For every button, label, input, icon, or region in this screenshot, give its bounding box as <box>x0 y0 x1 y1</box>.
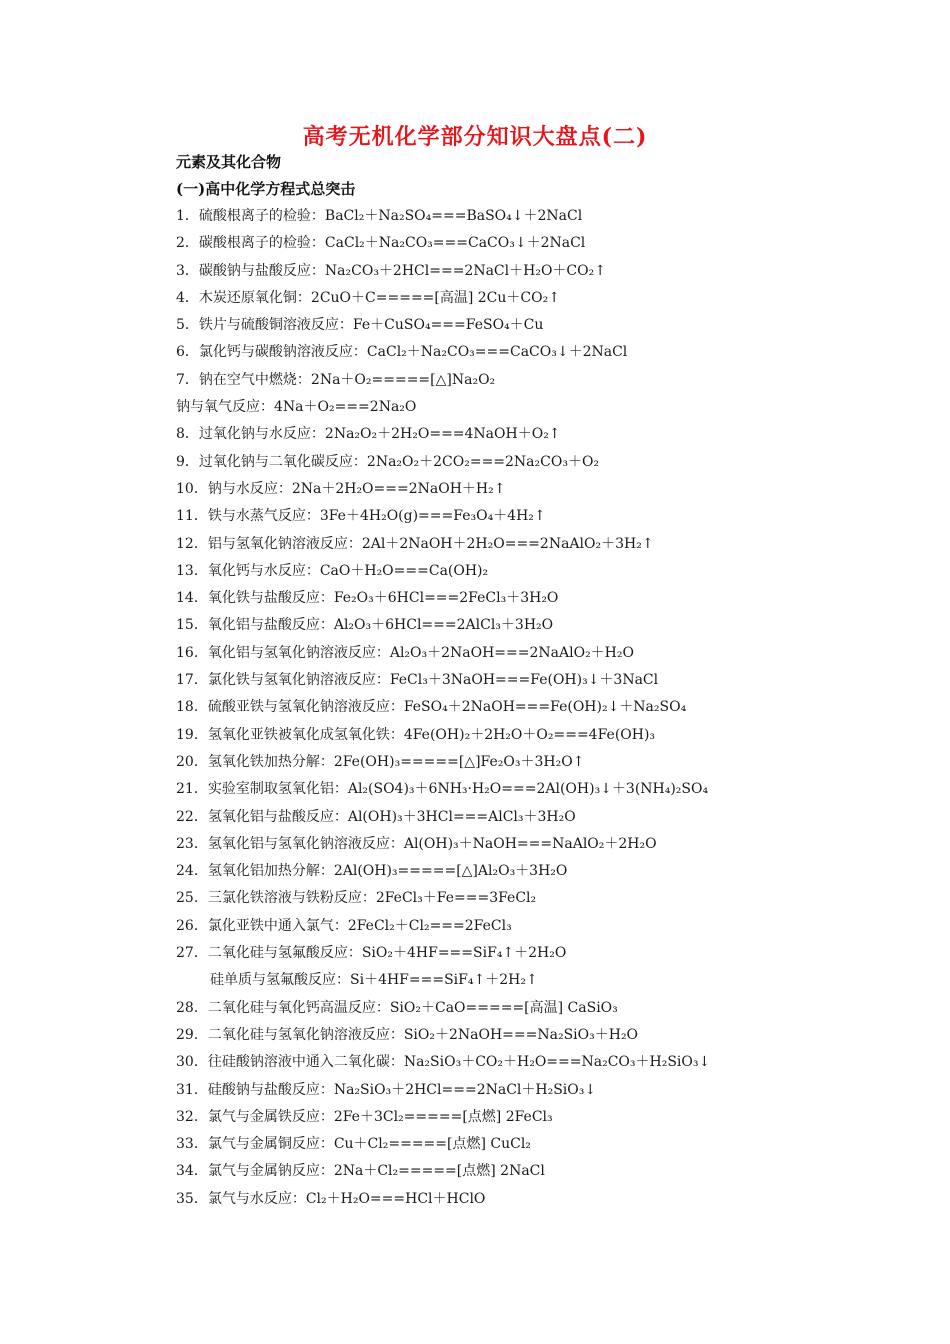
equation-list <box>176 203 916 1213</box>
equation-line <box>176 258 916 285</box>
equation-line <box>176 722 916 749</box>
equation-text: 氧化铝与盐酸反应：Al₂O₃＋6HCl===2AlCl₃＋3H₂O <box>207 617 554 634</box>
equation-line <box>176 1049 916 1076</box>
equation-text: 木炭还原氧化铜：2CuO＋C=====[高温] 2Cu＋CO₂↑ <box>198 289 560 306</box>
equation-text: 氧化铝与氢氧化钠溶液反应：Al₂O₃＋2NaOH===2NaAlO₂＋H₂O <box>207 644 634 661</box>
equation-line <box>176 285 916 312</box>
equation-number: 30． <box>176 1054 208 1071</box>
equation-text: 二氧化硅与氢氟酸反应：SiO₂＋4HF===SiF₄↑＋2H₂O <box>207 945 567 962</box>
equation-text: 氢氧化铝与氢氧化钠溶液反应：Al(OH)₃＋NaOH===NaAlO₂＋2H₂O <box>207 835 657 852</box>
equation-number: 22． <box>176 808 208 825</box>
equation-text: 往硅酸钠溶液中通入二氧化碳：Na₂SiO₃＋CO₂＋H₂O===Na₂CO₃＋H₂SiO₃↓ <box>207 1054 711 1071</box>
equation-text: 硫酸根离子的检验：BaCl₂＋Na₂SO₄===BaSO₄↓＋2NaCl <box>198 208 583 224</box>
equation-number: 2． <box>176 235 199 252</box>
equation-text: 氢氧化铝与盐酸反应：Al(OH)₃＋3HCl===AlCl₃＋3H₂O <box>207 808 576 825</box>
equation-line <box>176 531 916 558</box>
equation-number: 18． <box>176 699 208 716</box>
equation-line <box>176 203 916 230</box>
equation-text: 氢氧化亚铁被氧化成氢氧化铁：4Fe(OH)₂＋2H₂O＋O₂===4Fe(OH)₃ <box>207 726 656 743</box>
equation-number: 6． <box>176 344 199 361</box>
equation-text: 铁片与硫酸铜溶液反应：Fe＋CuSO₄===FeSO₄＋Cu <box>198 317 544 334</box>
equation-text: 过氧化钠与水反应：2Na₂O₂＋2H₂O===4NaOH＋O₂↑ <box>198 426 561 443</box>
equation-number: 21． <box>176 781 208 798</box>
equation-line <box>176 1022 916 1049</box>
equation-line <box>176 667 916 694</box>
equation-text: 三氯化铁溶液与铁粉反应：2FeCl₃＋Fe===3FeCl₂ <box>207 890 537 907</box>
equation-number: 1． <box>176 208 199 224</box>
equation-text: 硅单质与氢氟酸反应：Si＋4HF===SiF₄↑＋2H₂↑ <box>210 972 538 989</box>
equation-number: 17． <box>176 672 208 689</box>
equation-number: 34． <box>176 1163 208 1180</box>
equation-line <box>176 612 916 639</box>
equation-number: 26． <box>176 917 208 934</box>
equation-text: 氯化亚铁中通入氯气：2FeCl₂＋Cl₂===2FeCl₃ <box>207 917 512 934</box>
equation-number: 11． <box>176 508 208 525</box>
equation-text: 实验室制取氢氧化铝：Al₂(SO4)₃＋6NH₃·H₂O===2Al(OH)₃↓＋3(NH₄)₂SO₄ <box>207 781 709 798</box>
equation-number: 7． <box>176 371 199 388</box>
equation-number: 3． <box>176 262 199 279</box>
equation-line <box>176 694 916 721</box>
equation-line <box>176 421 916 448</box>
equation-line <box>176 967 916 994</box>
equation-number: 14． <box>176 590 208 607</box>
equation-number: 12． <box>176 535 208 552</box>
equation-line <box>176 749 916 776</box>
equation-text: 铝与氢氧化钠溶液反应：2Al＋2NaOH＋2H₂O===2NaAlO₂＋3H₂↑ <box>207 535 654 552</box>
equation-text: 二氧化硅与氢氧化钠溶液反应：SiO₂＋2NaOH===Na₂SiO₃＋H₂O <box>207 1026 639 1043</box>
equation-number: 24． <box>176 863 208 880</box>
equation-line <box>176 394 916 421</box>
equation-number: 27． <box>176 945 208 962</box>
equation-text: 铁与水蒸气反应：3Fe＋4H₂O(g)===Fe₃O₄＋4H₂↑ <box>207 508 546 525</box>
equation-line <box>176 476 916 503</box>
equation-line <box>176 858 916 885</box>
equation-line <box>176 1158 916 1185</box>
equation-line <box>176 1186 916 1213</box>
equation-number: 5． <box>176 317 199 334</box>
equation-text: 氯气与金属钠反应：2Na＋Cl₂=====[点燃] 2NaCl <box>207 1163 545 1180</box>
equation-text: 二氧化硅与氧化钙高温反应：SiO₂＋CaO=====[高温] CaSiO₃ <box>207 999 618 1016</box>
equation-line <box>176 995 916 1022</box>
equation-text: 氯气与金属铜反应：Cu＋Cl₂=====[点燃] CuCl₂ <box>207 1136 531 1153</box>
equation-line <box>176 885 916 912</box>
equation-text: 钠与水反应：2Na＋2H₂O===2NaOH＋H₂↑ <box>207 480 506 497</box>
equation-text: 硫酸亚铁与氢氧化钠溶液反应：FeSO₄＋2NaOH===Fe(OH)₂↓＋Na₂SO₄ <box>207 699 687 716</box>
equation-text: 硅酸钠与盐酸反应：Na₂SiO₃＋2HCl===2NaCl＋H₂SiO₃↓ <box>207 1081 597 1098</box>
equation-text: 氢氧化铁加热分解：2Fe(OH)₃=====[△]Fe₂O₃＋3H₂O↑ <box>207 753 585 770</box>
equation-number: 25． <box>176 890 208 907</box>
equation-number: 32． <box>176 1108 208 1125</box>
equation-number: 4． <box>176 289 199 306</box>
equation-text: 过氧化钠与二氧化碳反应：2Na₂O₂＋2CO₂===2Na₂CO₃＋O₂ <box>198 453 600 470</box>
section-heading: 元素及其化合物 <box>176 153 282 171</box>
document-title: 高考无机化学部分知识大盘点(二) <box>302 124 648 150</box>
equation-number: 9． <box>176 453 199 470</box>
equation-line <box>176 449 916 476</box>
equation-text: 氧化铁与盐酸反应：Fe₂O₃＋6HCl===2FeCl₃＋3H₂O <box>207 590 559 607</box>
equation-number: 16． <box>176 644 208 661</box>
equation-line <box>176 585 916 612</box>
equation-text: 氯气与水反应：Cl₂＋H₂O===HCl＋HClO <box>207 1190 486 1207</box>
equation-text: 钠在空气中燃烧：2Na＋O₂=====[△]Na₂O₂ <box>198 371 496 388</box>
equation-text: 氯气与金属铁反应：2Fe＋3Cl₂=====[点燃] 2FeCl₃ <box>207 1108 553 1125</box>
subsection-heading: (一)高中化学方程式总突击 <box>176 180 356 198</box>
equation-text: 氯化钙与碳酸钠溶液反应：CaCl₂＋Na₂CO₃===CaCO₃↓＋2NaCl <box>198 344 628 361</box>
equation-line <box>176 312 916 339</box>
equation-text: 氢氧化铝加热分解：2Al(OH)₃=====[△]Al₂O₃＋3H₂O <box>207 863 568 880</box>
equation-number: 10． <box>176 480 208 497</box>
equation-text: 钠与氧气反应：4Na＋O₂===2Na₂O <box>176 399 417 416</box>
equation-line <box>176 367 916 394</box>
equation-number: 23． <box>176 835 208 852</box>
equation-number: 31． <box>176 1081 208 1098</box>
equation-number: 13． <box>176 562 208 579</box>
equation-line <box>176 804 916 831</box>
equation-text: 氧化钙与水反应：CaO＋H₂O===Ca(OH)₂ <box>207 562 489 579</box>
equation-number: 20． <box>176 753 208 770</box>
equation-text: 氯化铁与氢氧化钠溶液反应：FeCl₃＋3NaOH===Fe(OH)₃↓＋3NaCl <box>207 672 659 689</box>
equation-line <box>176 913 916 940</box>
equation-number: 29． <box>176 1026 208 1043</box>
equation-line <box>176 558 916 585</box>
equation-line <box>176 1104 916 1131</box>
equation-line <box>176 339 916 366</box>
equation-number: 28． <box>176 999 208 1016</box>
equation-number: 35． <box>176 1190 208 1207</box>
equation-number: 8． <box>176 426 199 443</box>
equation-line <box>176 831 916 858</box>
equation-text: 碳酸钠与盐酸反应：Na₂CO₃＋2HCl===2NaCl＋H₂O＋CO₂↑ <box>198 262 606 279</box>
equation-line <box>176 1131 916 1158</box>
equation-line <box>176 640 916 667</box>
equation-number: 15． <box>176 617 208 634</box>
equation-line <box>176 776 916 803</box>
equation-number: 19． <box>176 726 208 743</box>
equation-line <box>176 1077 916 1104</box>
equation-line <box>176 230 916 257</box>
equation-text: 碳酸根离子的检验：CaCl₂＋Na₂CO₃===CaCO₃↓＋2NaCl <box>198 235 586 252</box>
equation-line <box>176 940 916 967</box>
equation-line <box>176 503 916 530</box>
equation-number: 33． <box>176 1136 208 1153</box>
